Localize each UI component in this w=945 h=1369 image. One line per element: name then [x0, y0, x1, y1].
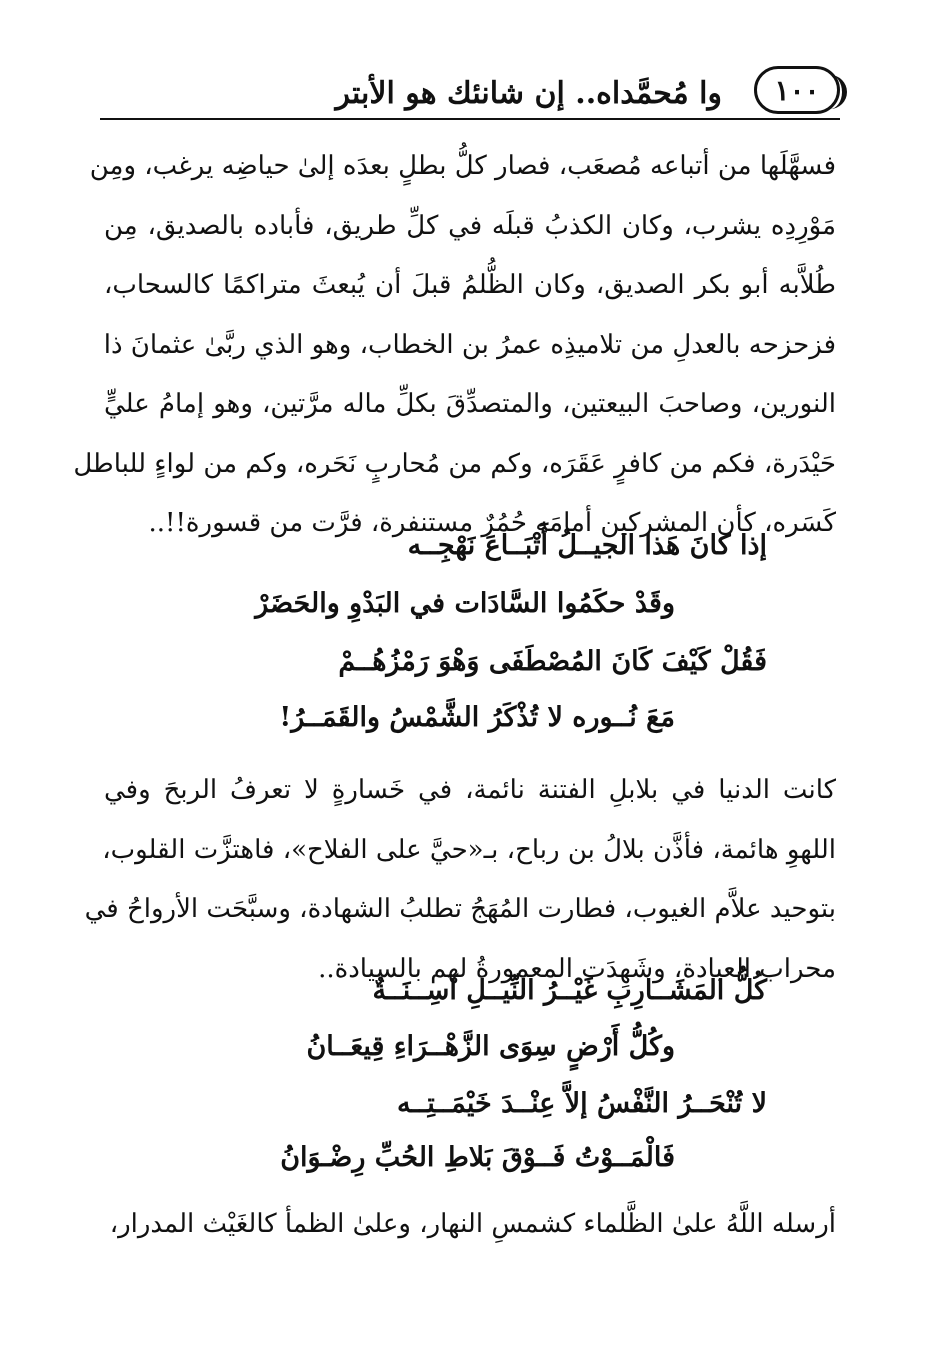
paragraph-3 [104, 1195, 836, 1255]
verse-line: مَعَ نُــوره لا تُذْكَرُ الشَّمْسُ والقَمَــرُ! [279, 702, 675, 733]
running-header [100, 66, 840, 126]
text-line: حَيْدَرة، فكم من كافرٍ عَقَرَه، وكم من مُحاربٍ نَحَره، وكم من لواءٍ للباطل [73, 448, 836, 479]
text-line: طُلاَّبه أبو بكر الصديق، وكان الظُّلمُ قبلَ أن يُبعثَ متراكمًا كالسحاب، [104, 270, 836, 300]
text-line: محراب العبادة، وشَهِدَت المعمورةُ لهم بالسيادة.. [318, 953, 836, 984]
text-line: فسهَّلَها من أتباعه مُصعَب، فصار كلُّ بطلٍ بعدَه إلىٰ حياضِه يرغب، ومِن [89, 151, 836, 181]
verse-line: وقَدْ حكَمُوا السَّادَات في البَدْوِ والحَضَرْ [255, 588, 675, 619]
verse-line: لا تُنْحَــرُ النَّفْسُ إلاَّ عِنْــدَ خَيْمَــتِــه [396, 1088, 767, 1119]
page-number-badge [754, 66, 840, 114]
verse-line: إذا كانَ هَذا الجيــلُ أَتْبَــاعَ نَهْجِــه [407, 530, 767, 561]
header-divider [100, 118, 840, 120]
verse-line: كُلُّ المَشَــارِبِ غَيْــرُ النِّيــلِ آسِــنَــةٌ [372, 975, 767, 1006]
text-line: أرسله اللَّهُ علىٰ الظَّلماء كشمسِ النهار، وعلىٰ الظمأ كالغَيْث المدرار، [109, 1209, 836, 1239]
text-line: اللهوِ هائمة، فأذَّن بلالُ بن رباح، بـ«حيَّ على الفلاح»، فاهتزَّت القلوب، [102, 834, 836, 865]
text-line: بتوحيد علاَّم الغيوب، فطارت المُهَجُ تطلبُ الشهادة، وسبَّحَت الأرواحُ في [84, 894, 836, 924]
paragraph-2 [84, 761, 836, 999]
running-title: وا مُحمَّداه.. إن شانئك هو الأبتر [335, 76, 722, 111]
verse-line: وكُلُّ أَرْضٍ سِوَى الزَّهْــرَاءِ قِيعَــانُ [306, 1031, 675, 1062]
verse-line: فَالْمَــوْتُ فَــوْقَ بَلاطِ الحُبِّ رِضْـوَانُ [280, 1142, 675, 1173]
text-line: فزحزحه بالعدلِ من تلاميذِه عمرُ بن الخطاب، وهو الذي ربَّىٰ عثمانَ ذا [103, 329, 836, 360]
text-line: كَسَره، كأن المشركين أمامَه حُمُرٌ مستنفرة، فرَّت من قسورة!!.. [148, 508, 836, 538]
text-line: النورين، وصاحبَ البيعتين، والمتصدِّقَ بكلِّ ماله مرَّتين، وهو إمامُ عليٍّ [104, 389, 836, 419]
page-number: ١٠٠ [774, 73, 820, 107]
text-line: كانت الدنيا في بلابلِ الفتنة نائمة، في خَسارةٍ لا تعرفُ الربحَ وفي [104, 775, 836, 805]
text-line: مَوْرِدِه يشرب، وكان الكذبُ قبلَه في كلِّ طريق، فأباده بالصديق، مِن [104, 210, 836, 241]
verse-line: فَقُلْ كَيْفَ كَانَ المُصْطَفَى وَهْوَ رَمْزُهُــمْ [338, 646, 767, 677]
paragraph-1 [73, 137, 836, 554]
